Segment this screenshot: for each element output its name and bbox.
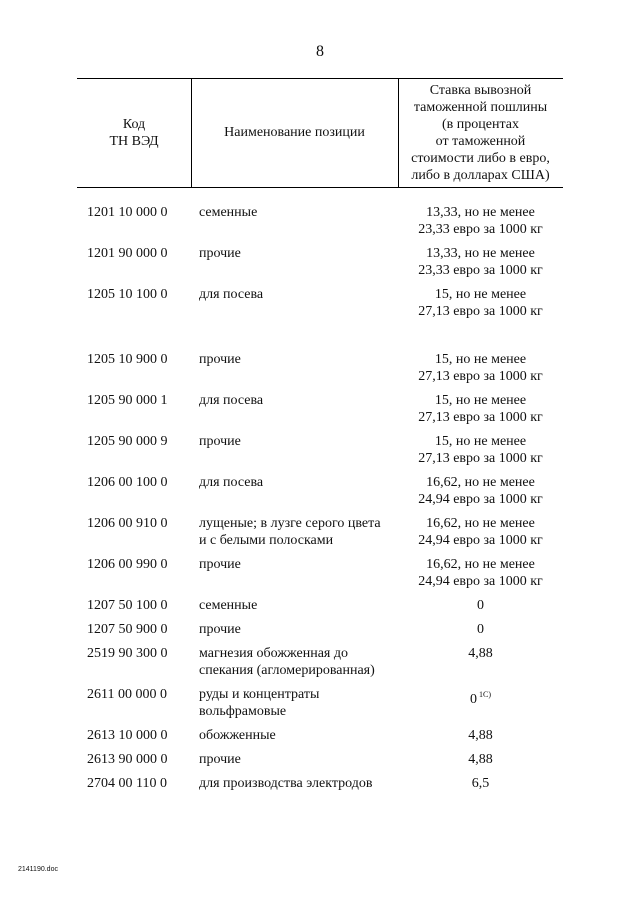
row-code: 2613 10 000 0 [87,728,168,743]
row-rate [398,775,563,792]
row-rate-line: 13,33, но не менее [426,205,535,220]
row-rate [398,686,563,708]
row-code: 1206 00 100 0 [87,475,168,490]
row-name-line: прочие [199,752,241,767]
row-name [199,245,399,262]
row-name-line: магнезия обожженная до [199,646,348,661]
row-rate-line: 27,13 евро за 1000 кг [418,369,543,384]
row-name-line: руды и концентраты [199,687,320,702]
row-code: 1207 50 100 0 [87,598,168,613]
row-name-line: семенные [199,598,258,613]
row-code: 1207 50 900 0 [87,622,168,637]
row-name [199,645,399,679]
row-name-line: для посева [199,287,264,302]
row-name-line: спекания (агломерированная) [199,663,375,678]
row-rate-line: 4,88 [468,728,493,743]
row-name [199,775,399,792]
row-code: 2613 90 000 0 [87,752,168,767]
row-rate-line: 27,13 евро за 1000 кг [418,451,543,466]
row-name-line: вольфрамовые [199,704,287,719]
row-rate [398,204,563,238]
row-rate-line: 4,88 [468,752,493,767]
row-rate [398,474,563,508]
row-name-line: для производства электродов [199,776,373,791]
row-name [199,351,399,368]
row-code: 1201 90 000 0 [87,246,168,261]
row-code: 2519 90 300 0 [87,646,168,661]
header-name-line: Наименование позиции [224,125,365,140]
table-top-rule [77,78,563,79]
row-rate-line: 0 [477,622,484,637]
row-name-line: прочие [199,622,241,637]
row-name [199,474,399,491]
row-name [199,727,399,744]
row-rate-line: 15, но не менее [434,393,527,408]
row-rate-line: 4,88 [468,646,493,661]
footnote-marker: 1С) [479,690,491,699]
row-rate-line: 6,5 [471,776,490,791]
table-header-bottom-rule [77,187,563,188]
header-rate-line: (в процентах [442,117,519,132]
row-rate [398,556,563,590]
row-rate-line: 23,33 евро за 1000 кг [418,222,543,237]
row-name-line: для посева [199,475,264,490]
row-name-line: прочие [199,246,241,261]
row-name-line: семенные [199,205,258,220]
row-code: 2704 00 110 0 [87,776,167,791]
row-rate [398,727,563,744]
row-name-line: обожженные [199,728,276,743]
row-name-line: прочие [199,434,241,449]
document-id: 2141190.doc [18,866,58,873]
row-rate-line: 15, но не менее [434,352,527,367]
row-rate-line: 0 [477,598,484,613]
row-rate-line: 15, но не менее [434,434,527,449]
row-name [199,286,399,303]
header-rate-line: либо в долларах США) [411,168,550,183]
row-rate-line: 16,62, но не менее [426,557,535,572]
row-rate-line: 16,62, но не менее [426,475,535,490]
row-rate-line: 23,33 евро за 1000 кг [418,263,543,278]
row-rate [398,751,563,768]
row-code: 1205 90 000 1 [87,393,168,408]
row-rate [398,515,563,549]
row-name-line: для посева [199,393,264,408]
row-name [199,686,399,720]
row-rate-line: 16,62, но не менее [426,516,535,531]
row-code: 1205 10 900 0 [87,352,168,367]
row-name [199,751,399,768]
row-name [199,597,399,614]
row-rate [398,597,563,614]
row-rate [398,351,563,385]
row-rate [398,621,563,638]
row-code: 1206 00 990 0 [87,557,168,572]
row-name [199,556,399,573]
row-rate-line: 13,33, но не менее [426,246,535,261]
rate-value: 0 [470,692,477,707]
row-rate [398,433,563,467]
row-rate-line [398,686,563,708]
header-rate-line: Ставка вывозной [429,83,532,98]
row-rate-line: 24,94 евро за 1000 кг [418,492,543,507]
header-rate-line: стоимости либо в евро, [411,151,550,166]
header-rate-line: таможенной пошлины [413,100,548,115]
row-rate-line: 27,13 евро за 1000 кг [418,304,543,319]
row-rate [398,392,563,426]
row-rate [398,245,563,279]
row-name-line: прочие [199,557,241,572]
page-number: 8 [316,43,324,60]
header-code-line: ТН ВЭД [109,134,159,149]
row-rate-line: 24,94 евро за 1000 кг [418,533,543,548]
row-code: 1205 90 000 9 [87,434,168,449]
row-name-line: лущеные; в лузге серого цвета [199,516,381,531]
row-rate [398,645,563,662]
row-rate-line: 24,94 евро за 1000 кг [418,574,543,589]
row-rate-line: 27,13 евро за 1000 кг [418,410,543,425]
header-code [77,116,191,150]
row-code: 1205 10 100 0 [87,287,168,302]
header-name [191,124,398,141]
row-name [199,204,399,221]
header-rate [398,82,563,184]
row-name-line: прочие [199,352,241,367]
row-rate [398,286,563,320]
row-name-line: и с белыми полосками [199,533,334,548]
row-code: 1206 00 910 0 [87,516,168,531]
row-name [199,433,399,450]
row-rate-line: 15, но не менее [434,287,527,302]
row-name [199,392,399,409]
header-rate-line: от таможенной [435,134,526,149]
row-name [199,621,399,638]
header-code-line: Код [122,117,146,132]
row-name [199,515,399,549]
row-code: 2611 00 000 0 [87,687,167,702]
row-code: 1201 10 000 0 [87,205,168,220]
